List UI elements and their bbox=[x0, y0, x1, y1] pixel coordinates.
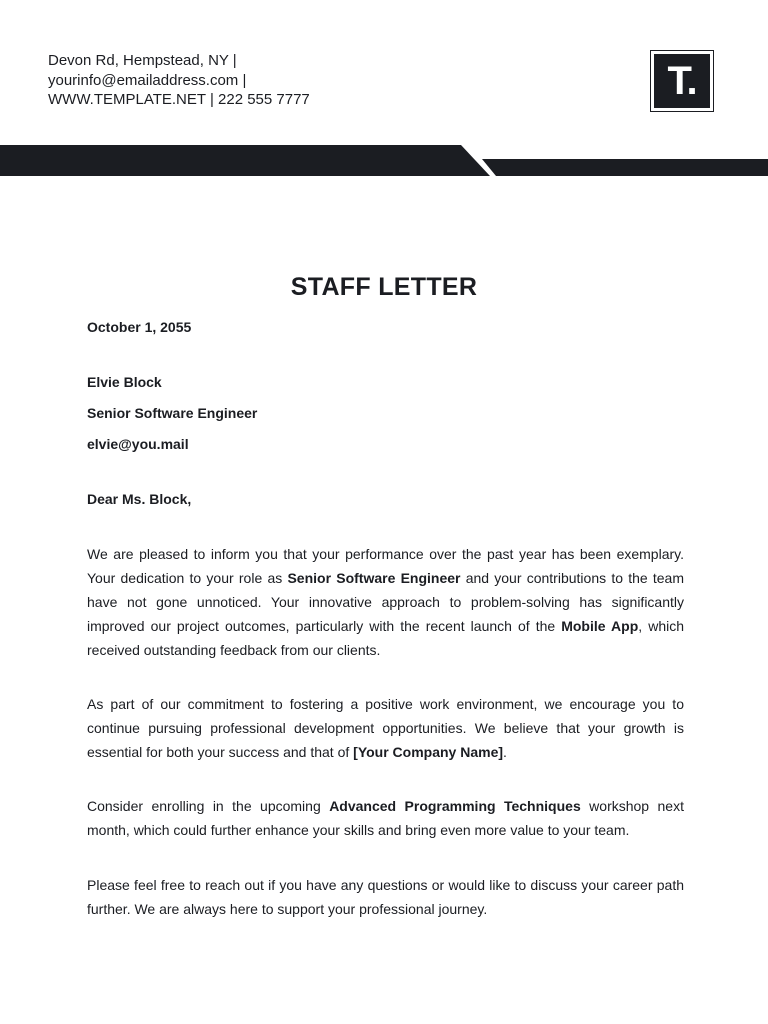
p3-workshop: Advanced Programming Techniques bbox=[329, 798, 581, 814]
p2-text-a: As part of our commitment to fostering a positive work environment, we encourage you to continue pursuing professional development opportunities. We believe that your growth is essential for both your success and that of bbox=[87, 696, 684, 760]
paragraph-3 bbox=[87, 794, 684, 842]
paragraph-1 bbox=[87, 542, 684, 662]
p2-company: [Your Company Name] bbox=[353, 744, 504, 760]
band-left-segment bbox=[0, 145, 490, 176]
paragraph-4: Please feel free to reach out if you have any questions or would like to discuss your career path further. We are always here to support your professional journey. bbox=[87, 877, 684, 917]
p1-text-c: and your contributions to the team have not gone unnoticed. Your innovative approach to problem-solving has significantly improved our project outcomes, particularly with the recent launch of the bbox=[87, 570, 685, 634]
p1-text-e: , which received outstanding feedback from our clients. bbox=[87, 618, 685, 658]
letter-title: STAFF LETTER bbox=[290, 273, 478, 301]
p2-text-c: . bbox=[503, 744, 507, 760]
p3-text-a: Consider enrolling in the upcoming bbox=[87, 798, 330, 814]
logo-mark: T. bbox=[654, 54, 710, 108]
p3-text-c: workshop next month, which could further enhance your skills and bring even more value to your team. bbox=[87, 798, 684, 838]
salutation: Dear Ms. Block, bbox=[87, 491, 192, 507]
paragraph-2 bbox=[87, 692, 684, 764]
header-band bbox=[0, 0, 768, 200]
address-line: Devon Rd, Hempstead, NY | bbox=[48, 52, 237, 69]
p1-text-a: We are pleased to inform you that your performance over the past year has been exemplary. Your dedication to your role as bbox=[87, 546, 684, 586]
p1-product: Mobile App bbox=[561, 618, 639, 634]
web-phone-line: WWW.TEMPLATE.NET | 222 555 7777 bbox=[48, 91, 310, 108]
band-right-segment bbox=[482, 159, 768, 176]
p1-role: Senior Software Engineer bbox=[287, 570, 461, 586]
recipient-email: elvie@you.mail bbox=[87, 436, 189, 452]
email-line: yourinfo@emailaddress.com | bbox=[48, 71, 247, 89]
recipient-name: Elvie Block bbox=[87, 374, 162, 390]
recipient-title: Senior Software Engineer bbox=[87, 405, 258, 421]
letter-date: October 1, 2055 bbox=[87, 319, 192, 335]
